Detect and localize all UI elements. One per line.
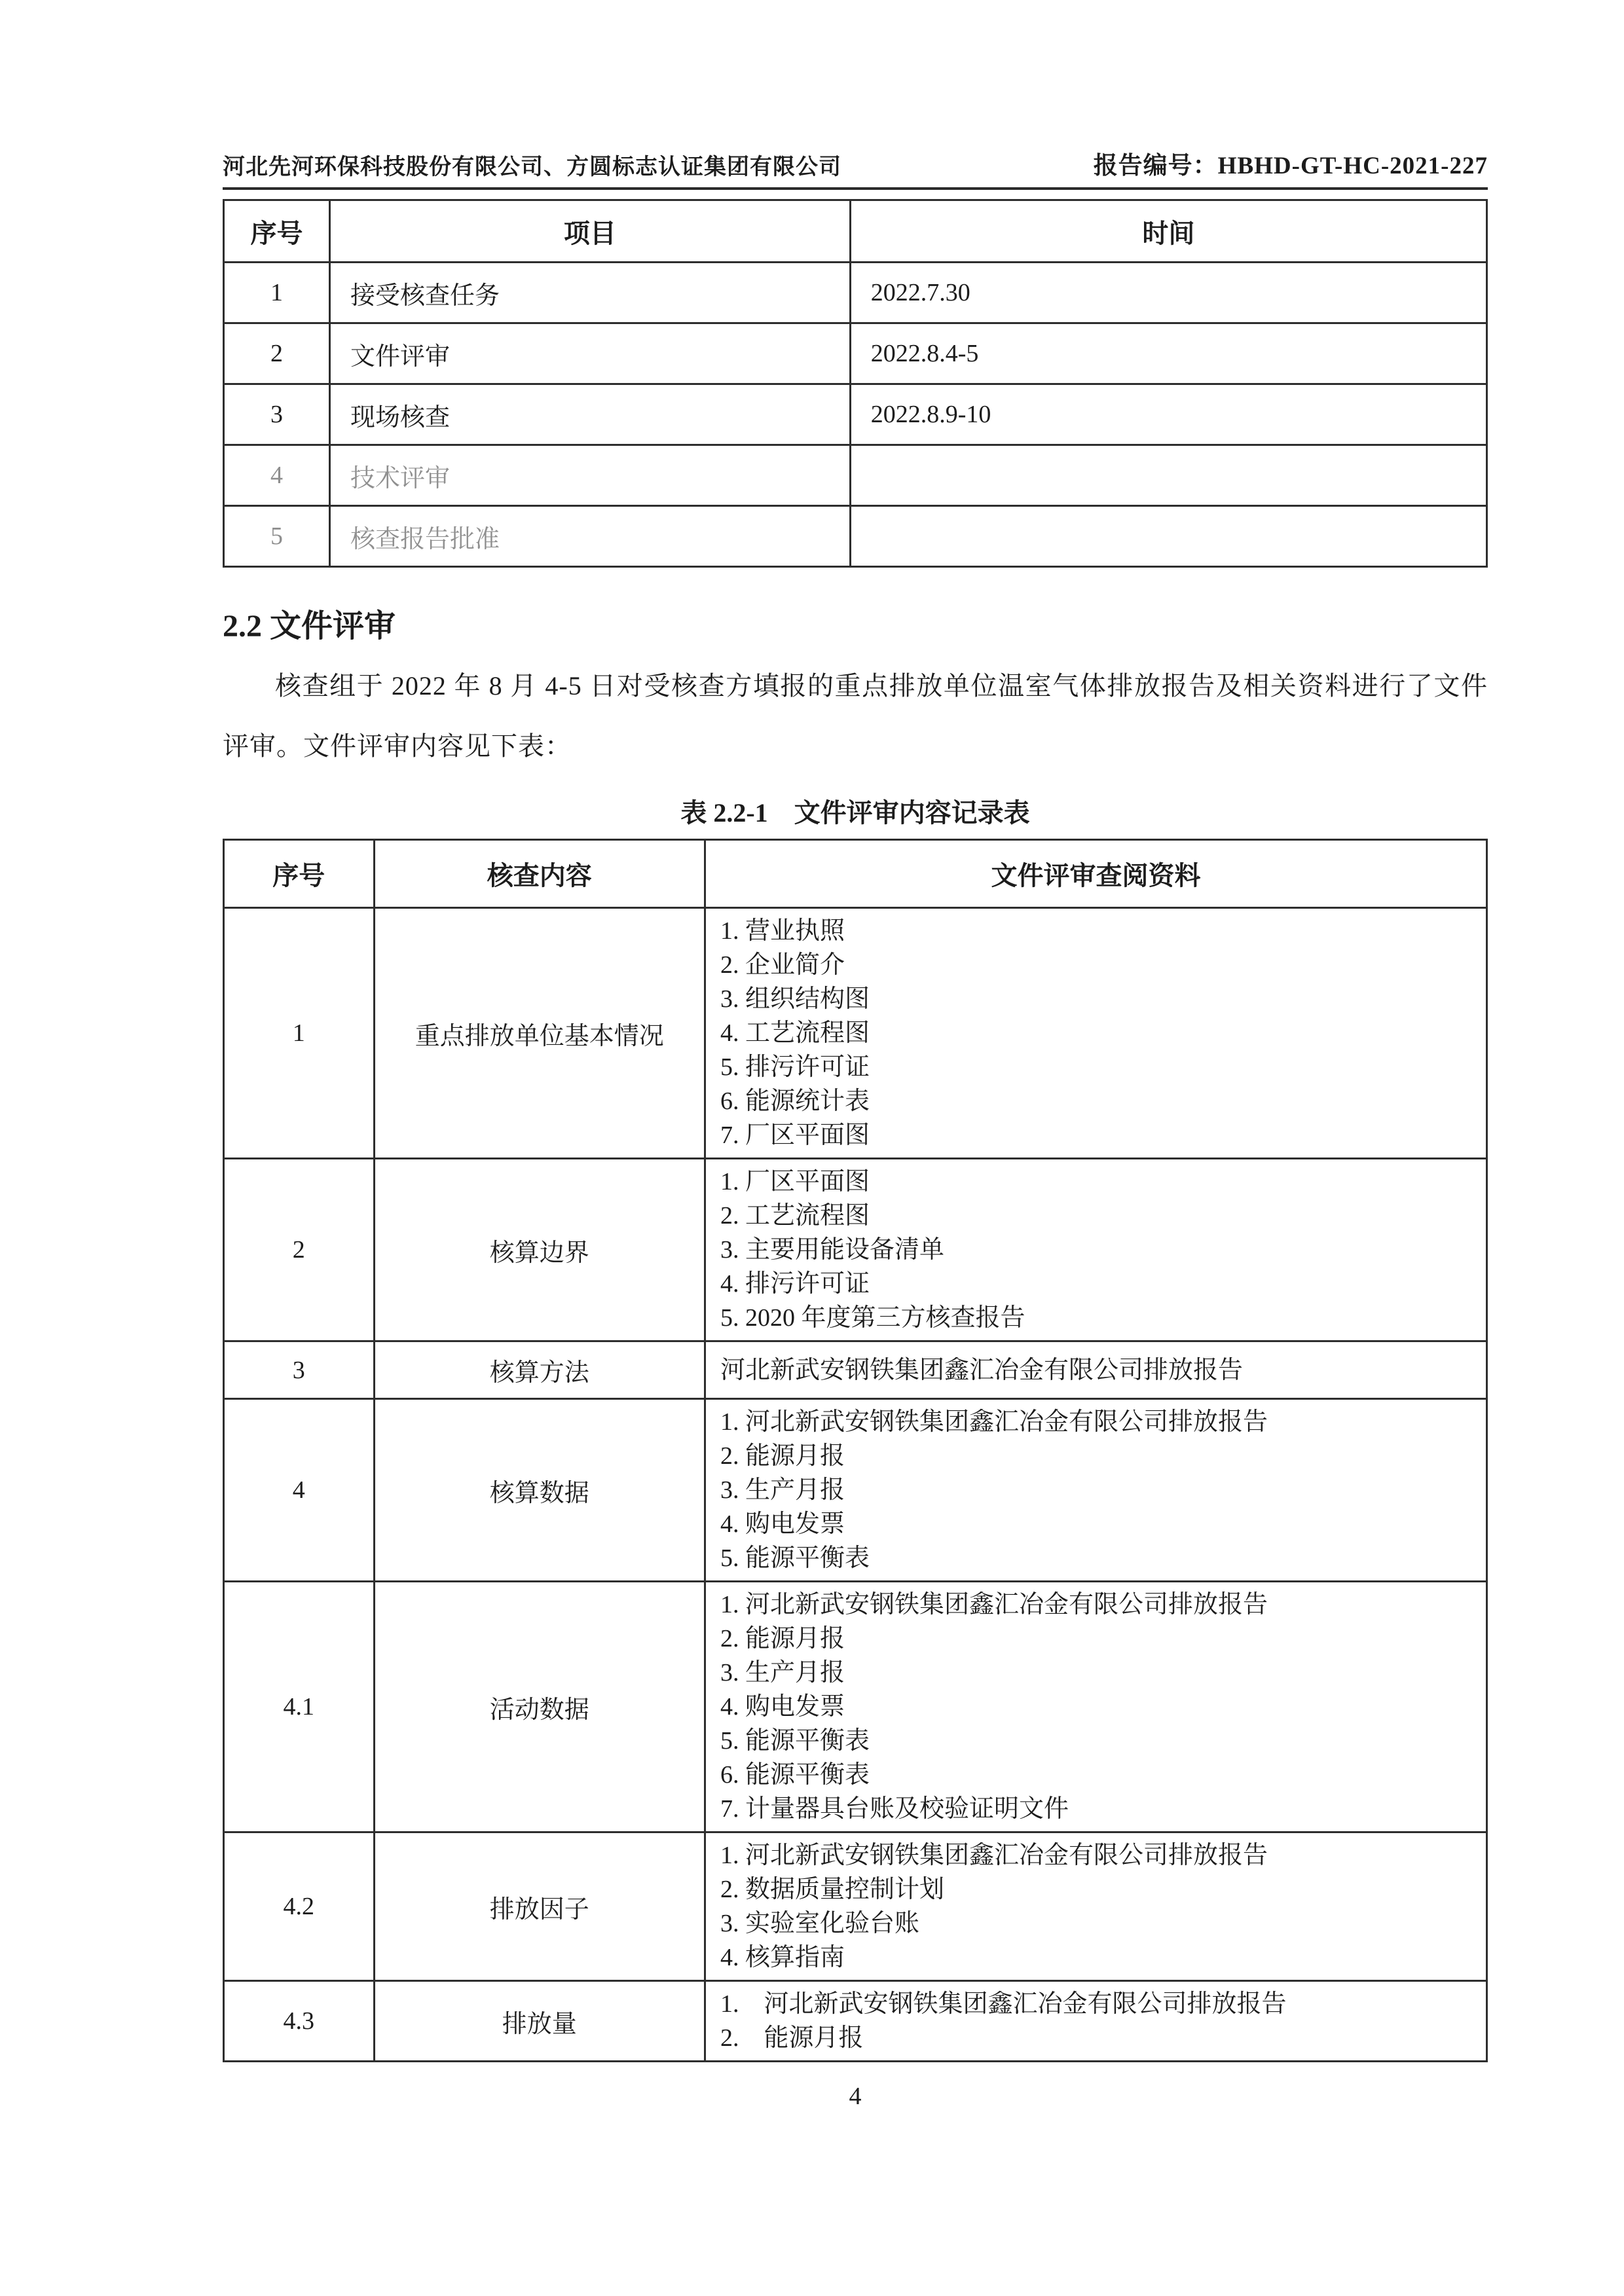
material-item: 2. 数据质量控制计划 (720, 1876, 944, 1903)
material-item: 1. 河北新武安钢铁集团鑫汇冶金有限公司排放报告 (720, 1990, 1287, 2018)
row-no: 4 (224, 1399, 375, 1582)
table-row (224, 1981, 1487, 2062)
section-paragraph: 核查组于 2022 年 8 月 4-5 日对受核查方填报的重点排放单位温室气体排放报告及相关资料进行了文件评审。文件评审内容见下表： (223, 671, 1488, 761)
col-header-content: 核查内容 (374, 840, 705, 908)
row-no: 5 (224, 506, 330, 567)
row-no: 4.3 (224, 1981, 375, 2062)
table-row (224, 384, 1487, 445)
table-row (224, 506, 1487, 567)
row-materials (705, 1341, 1486, 1399)
row-no: 2 (224, 1159, 375, 1341)
material-item: 2. 能源月报 (720, 1442, 845, 1470)
row-item: 技术评审 (330, 445, 851, 506)
row-item: 文件评审 (330, 323, 851, 384)
row-item: 接受核查任务 (330, 263, 851, 323)
table-row (224, 908, 1487, 1159)
table-row (224, 1582, 1487, 1832)
row-no: 1 (224, 263, 330, 323)
row-content: 重点排放单位基本情况 (374, 908, 705, 1159)
document-review-table (223, 839, 1488, 2062)
col-header-item: 项目 (330, 200, 851, 263)
row-no: 4.1 (224, 1582, 375, 1832)
material-item: 7. 厂区平面图 (720, 1121, 870, 1149)
material-item: 3. 主要用能设备清单 (720, 1236, 944, 1264)
material-item: 1. 河北新武安钢铁集团鑫汇冶金有限公司排放报告 (720, 1842, 1268, 1869)
material-item: 2. 工艺流程图 (720, 1202, 870, 1230)
row-time (850, 445, 1486, 506)
material-item: 1. 河北新武安钢铁集团鑫汇冶金有限公司排放报告 (720, 1591, 1268, 1618)
row-time: 2022.8.9-10 (850, 384, 1486, 445)
material-item: 3. 生产月报 (720, 1476, 845, 1504)
review-header-row (224, 840, 1487, 908)
material-item: 6. 能源统计表 (720, 1087, 870, 1115)
row-content: 核算边界 (374, 1159, 705, 1341)
row-content: 活动数据 (374, 1582, 705, 1832)
material-item: 3. 实验室化验台账 (720, 1910, 919, 1937)
row-no: 3 (224, 1341, 375, 1399)
row-no: 1 (224, 908, 375, 1159)
row-time: 2022.7.30 (850, 263, 1486, 323)
material-item: 4. 购电发票 (720, 1510, 845, 1538)
table-row (224, 323, 1487, 384)
header-company-names: 河北先河环保科技股份有限公司、方圆标志认证集团有限公司 (223, 155, 841, 179)
material-item: 4. 排污许可证 (720, 1270, 870, 1298)
material-item: 5. 排污许可证 (720, 1053, 870, 1081)
row-materials (705, 1399, 1486, 1582)
material-item: 6. 能源平衡表 (720, 1761, 870, 1789)
table-row (224, 1399, 1487, 1582)
material-item: 5. 能源平衡表 (720, 1544, 870, 1572)
section-heading: 2.2 文件评审 (223, 609, 396, 644)
row-materials (705, 1832, 1486, 1981)
material-item: 1. 营业执照 (720, 917, 845, 945)
row-content: 排放量 (374, 1981, 705, 2062)
page-header (223, 145, 1488, 181)
table-row (224, 445, 1487, 506)
material-item: 5. 能源平衡表 (720, 1727, 870, 1755)
table-row (224, 1341, 1487, 1399)
material-item: 7. 计量器具台账及校验证明文件 (720, 1795, 1069, 1823)
page-number: 4 (849, 2083, 862, 2110)
header-report-number: 报告编号：HBHD-GT-HC-2021-227 (1093, 153, 1488, 179)
row-no: 4.2 (224, 1832, 375, 1981)
material-item: 4. 核算指南 (720, 1944, 845, 1971)
material-item: 河北新武安钢铁集团鑫汇冶金有限公司排放报告 (720, 1356, 1243, 1384)
material-item: 1. 河北新武安钢铁集团鑫汇冶金有限公司排放报告 (720, 1408, 1268, 1436)
col-header-no: 序号 (224, 840, 375, 908)
schedule-header-row (224, 200, 1487, 263)
row-materials (705, 1981, 1486, 2062)
row-content: 核算方法 (374, 1341, 705, 1399)
col-header-time: 时间 (850, 200, 1486, 263)
col-header-no: 序号 (224, 200, 330, 263)
row-no: 4 (224, 445, 330, 506)
row-no: 2 (224, 323, 330, 384)
material-item: 4. 购电发票 (720, 1693, 845, 1721)
header-rule (223, 187, 1488, 190)
row-item: 现场核查 (330, 384, 851, 445)
col-header-materials: 文件评审查阅资料 (705, 840, 1486, 908)
row-materials (705, 908, 1486, 1159)
table-row (224, 263, 1487, 323)
material-item: 1. 厂区平面图 (720, 1168, 870, 1195)
row-no: 3 (224, 384, 330, 445)
material-item: 5. 2020 年度第三方核查报告 (720, 1304, 1025, 1332)
material-item: 2. 能源月报 (720, 1625, 845, 1652)
row-item: 核查报告批准 (330, 506, 851, 567)
row-materials (705, 1582, 1486, 1832)
row-materials (705, 1159, 1486, 1341)
row-content: 排放因子 (374, 1832, 705, 1981)
table-row (224, 1159, 1487, 1341)
material-item: 2. 企业简介 (720, 951, 845, 979)
material-item: 2. 能源月报 (720, 2024, 864, 2052)
verification-schedule-table (223, 199, 1488, 568)
row-time: 2022.8.4-5 (850, 323, 1486, 384)
row-content: 核算数据 (374, 1399, 705, 1582)
material-item: 4. 工艺流程图 (720, 1019, 870, 1047)
material-item: 3. 生产月报 (720, 1659, 845, 1686)
material-item: 3. 组织结构图 (720, 985, 870, 1013)
row-time (850, 506, 1486, 567)
table-row (224, 1832, 1487, 1981)
table-caption: 表 2.2-1 文件评审内容记录表 (680, 798, 1030, 828)
